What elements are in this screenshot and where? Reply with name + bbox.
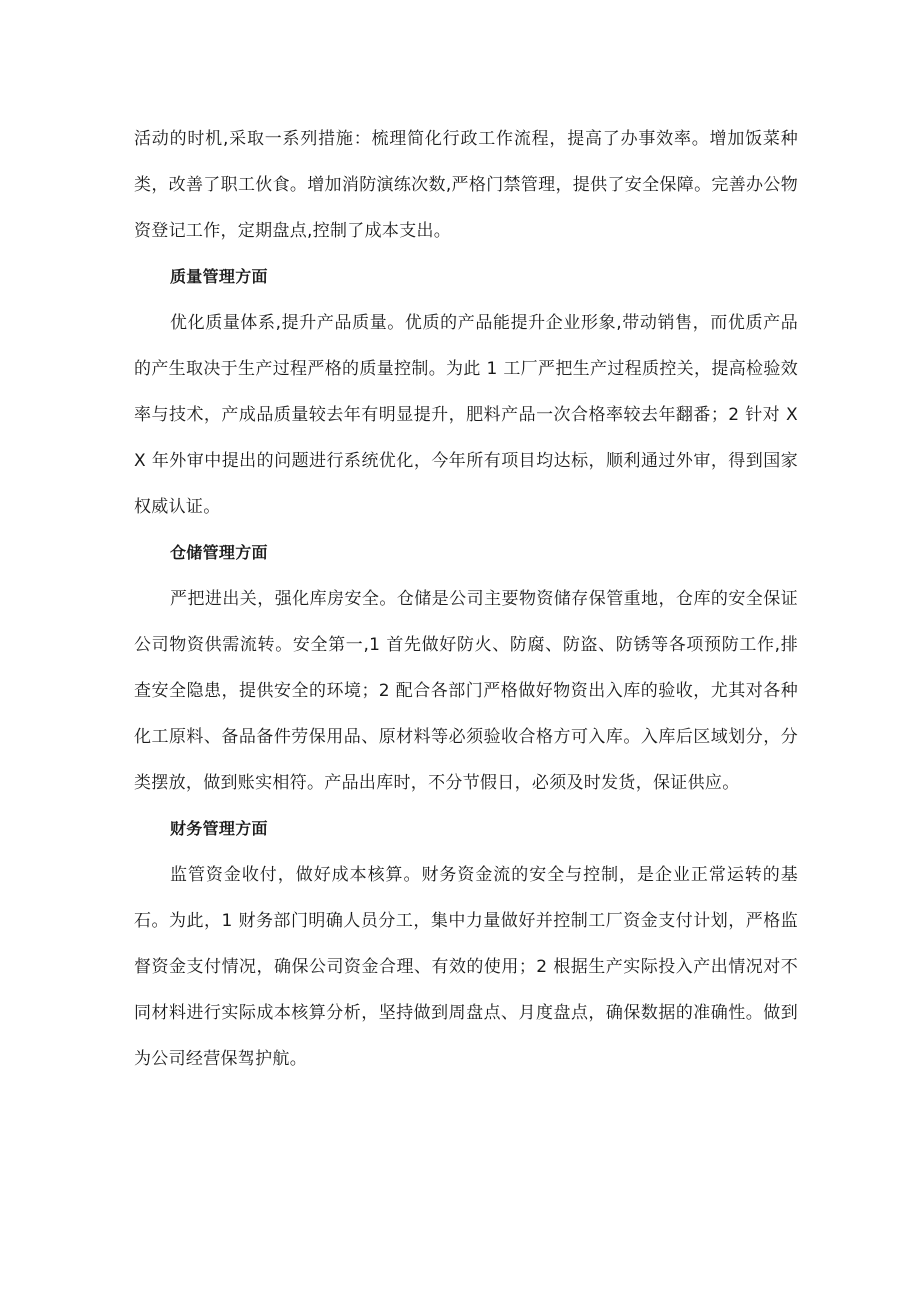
document-body bbox=[134, 116, 798, 1082]
section-body-warehouse: 严把进出关，强化库房安全。仓储是公司主要物资储存保管重地，仓库的安全保证公司物资供需流转。安全第一,1 首先做好防火、防腐、防盗、防锈等各项预防工作,排查安全隐患，提供安全的环境；2 配合各部门严格做好物资出入库的验收，尤其对各种化工原料、备品备件劳保用品、原材料等必须验收合格方可入库。入库后区域划分，分类摆放，做到账实相符。产品出库时，不分节假日，必须及时发货，保证供应。 bbox=[134, 589, 798, 793]
intro-paragraph: 活动的时机,采取一系列措施：梳理简化行政工作流程，提高了办事效率。增加饭菜种类，改善了职工伙食。增加消防演练次数,严格门禁管理，提供了安全保障。完善办公物资登记工作，定期盘点,控制了成本支出。 bbox=[134, 129, 798, 241]
section-body-quality: 优化质量体系,提升产品质量。优质的产品能提升企业形象,带动销售，而优质产品的产生取决于生产过程严格的质量控制。为此 1 工厂严把生产过程质控关，提高检验效率与技术，产成品质量较去年有明显提升，肥料产品一次合格率较去年翻番；2 针对 XX 年外审中提出的问题进行系统优化，今年所有项目均达标，顺利通过外审，得到国家权威认证。 bbox=[134, 313, 798, 517]
section-heading-finance: 财务管理方面 bbox=[170, 819, 268, 838]
section-heading-warehouse: 仓储管理方面 bbox=[170, 543, 268, 562]
section-heading-quality: 质量管理方面 bbox=[170, 267, 268, 286]
section-body-finance: 监管资金收付，做好成本核算。财务资金流的安全与控制，是企业正常运转的基石。为此，1 财务部门明确人员分工，集中力量做好并控制工厂资金支付计划，严格监督资金支付情况，确保公司资金合理、有效的使用；2 根据生产实际投入产出情况对不同材料进行实际成本核算分析，坚持做到周盘点、月度盘点，确保数据的准确性。做到为公司经营保驾护航。 bbox=[134, 865, 798, 1069]
